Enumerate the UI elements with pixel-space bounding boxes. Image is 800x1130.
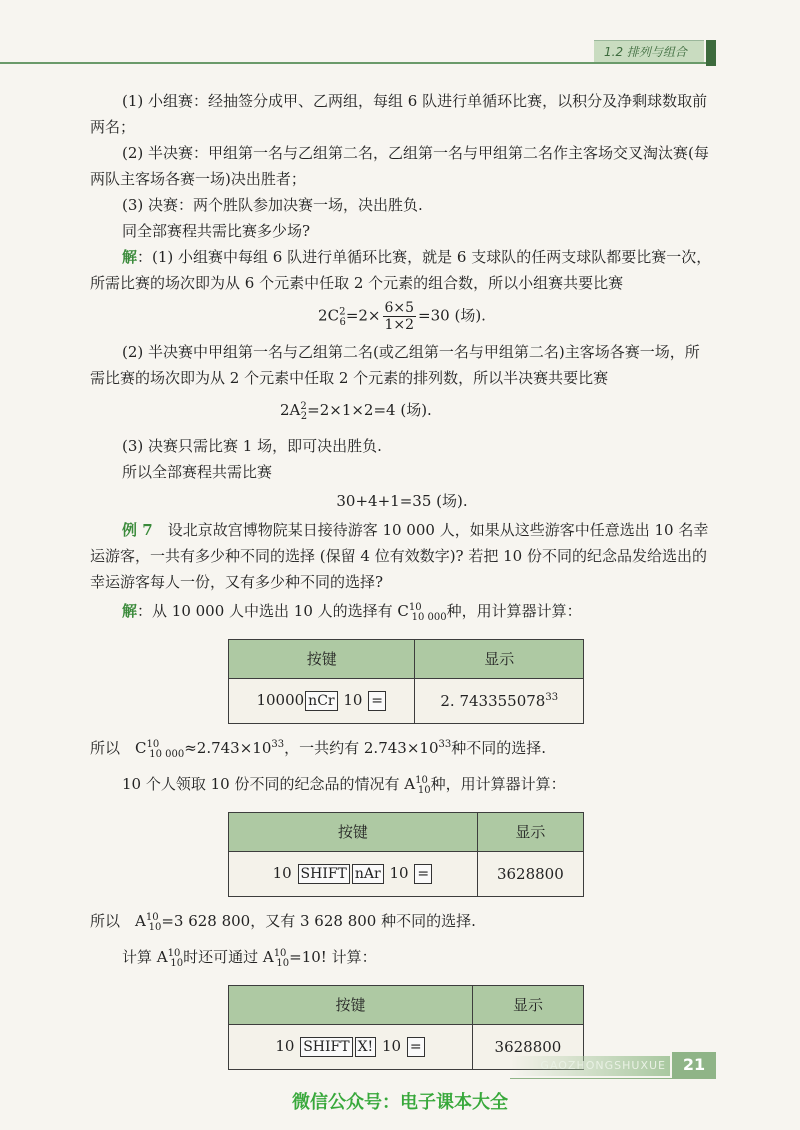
solution-step-4: 所以全部赛程共需比赛 xyxy=(122,462,273,481)
equals-key: = xyxy=(414,864,432,884)
paragraph-factorial: 计算 $A^{10}_{10}$时还可通过 $A^{10}_{10}=10$! 计算： xyxy=(122,947,377,969)
result-2: 所以 $A^{10}_{10}=3$ 628 800，又有 3 628 800 种不同的选择. xyxy=(90,911,476,933)
problem-item-2: (2) 半决赛：甲组第一名与乙组第二名，乙组第一名与甲组第二名作主客场交叉淘汰赛(每两队主客场各赛一场)决出胜者； xyxy=(90,144,709,188)
display-value: 3628800 xyxy=(477,851,583,896)
formula-1: $2C^2_6=2\times$ $\frac{6\times 5}{1\times 2}$ =30 (场). xyxy=(318,300,486,333)
paragraph-permutation: 10 个人领取 10 份不同的纪念品的情况有 $A^{10}_{10}$种，用计算器计算： xyxy=(122,774,566,796)
column-header-display: 显示 xyxy=(477,812,583,851)
column-header-display: 显示 xyxy=(472,985,583,1024)
solution-label: 解 xyxy=(122,248,138,266)
key-sequence: 10000 nCr 10 = xyxy=(229,678,415,723)
footer-rule xyxy=(510,1078,716,1079)
key-sequence: 10 SHIFT X! 10 = xyxy=(229,1024,473,1069)
problem-item-3: (3) 决赛：两个胜队参加决赛一场，决出胜负. xyxy=(122,196,423,214)
equals-key: = xyxy=(368,691,386,711)
factorial-key: X! xyxy=(355,1037,377,1057)
header-accent-bar xyxy=(706,40,716,66)
table-row xyxy=(229,678,584,723)
table-row xyxy=(229,851,584,896)
column-header-keys: 按键 xyxy=(229,639,415,678)
nar-key: nAr xyxy=(352,864,384,884)
solution-step-3: (3) 决赛只需比赛 1 场，即可决出胜负. xyxy=(122,436,382,455)
fraction: $\frac{6\times 5}{1\times 2}$ xyxy=(384,300,415,333)
formula-3: 30+4+1=35 (场). xyxy=(336,491,468,510)
shift-key: SHIFT xyxy=(300,1037,352,1057)
watermark: 微信公众号：电子课本大全 xyxy=(292,1092,508,1113)
solution-step-1 xyxy=(90,244,714,296)
problem-question: 同全部赛程共需比赛多少场? xyxy=(122,222,311,240)
column-header-keys: 按键 xyxy=(229,812,478,851)
solution-step-2: (2) 半决赛中甲组第一名与乙组第二名(或乙组第一名与甲组第二名)主客场各赛一场，所需比赛的场次即为从 2 个元素中任取 2 个元素的排列数，所以半决赛共要比赛 xyxy=(90,342,700,387)
solution-step-1-text: ：(1) 小组赛中每组 6 队进行单循环比赛，就是 6 支球队的任两支球队都要比赛一次，所需比赛的场次即为从 6 个元素中任取 2 个元素的组合数，所以小组赛共要比赛 xyxy=(90,248,712,292)
page-number: 21 xyxy=(672,1052,716,1078)
example-solution-label: 解 xyxy=(122,601,138,620)
calculator-table-1 xyxy=(228,639,584,724)
result-1: 所以 $C^{10}_{10 000}\approx 2.743\times 10^{33}$，一共约有 $2.743\times 10^{33}$种不同的选择. xyxy=(90,738,547,760)
page-content xyxy=(90,88,714,1078)
display-value: 3628800 xyxy=(472,1024,583,1069)
ncr-key: nCr xyxy=(305,691,337,711)
key-sequence: 10 SHIFT nAr 10 = xyxy=(229,851,478,896)
footer-band: GAOZHONGSHUXUE xyxy=(510,1056,670,1076)
shift-key: SHIFT xyxy=(298,864,350,884)
example-7: 例 7 设北京故宫博物院某日接待游客 10 000 人，如果从这些游客中任意选出 10 名幸运游客，一共有多少种不同的选择 (保留 4 位有效数字)? 若把 10 份不同的纪念品发给选出的幸运游客每人一份，又有多少种不同的选择? xyxy=(90,520,709,591)
calculator-table-2 xyxy=(228,812,584,897)
example-7-solution: 解：从 10 000 人中选出 10 人的选择有 $C^{10}_{10 000}$种，用计算器计算： xyxy=(122,601,582,623)
example-label: 例 7 xyxy=(122,520,153,539)
column-header-display: 显示 xyxy=(415,639,584,678)
section-title: 1.2 排列与组合 xyxy=(594,40,704,62)
column-header-keys: 按键 xyxy=(229,985,473,1024)
problem-item-1: (1) 小组赛：经抽签分成甲、乙两组，每组 6 队进行单循环比赛，以积分及净剩球数取前两名； xyxy=(90,92,708,136)
display-value: 2. 743355078$^{33}$ xyxy=(415,678,584,723)
formula-2: $2A^2_2=2\times 1\times 2=4$ (场). xyxy=(280,400,432,422)
equals-key: = xyxy=(407,1037,425,1057)
